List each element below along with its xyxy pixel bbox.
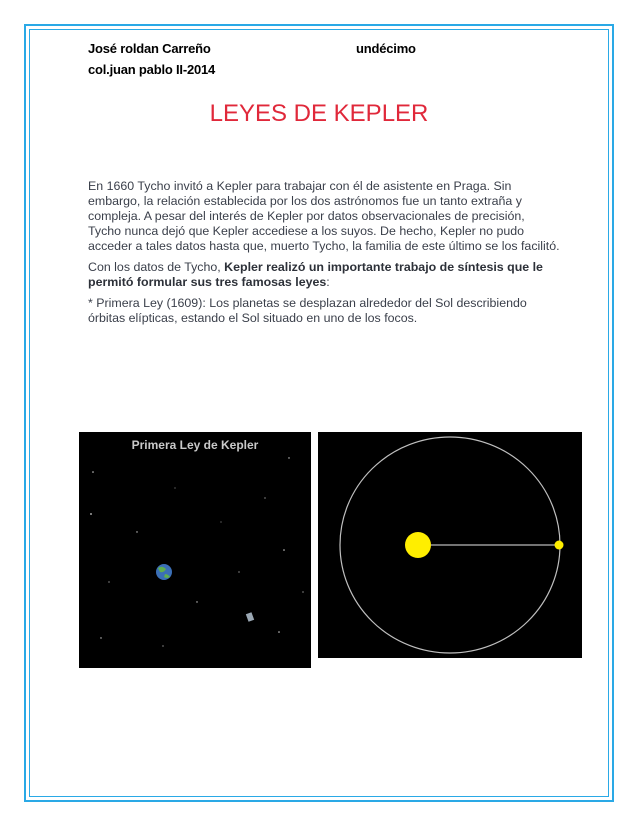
paragraph-data-bold: Kepler realizó un importante trabajo de síntesis que le permitó formular sus tres famosas leyes bbox=[88, 260, 543, 289]
school-label: col.juan pablo II-2014 bbox=[88, 62, 216, 77]
sun-icon bbox=[405, 532, 431, 558]
first-law-image-caption: Primera Ley de Kepler bbox=[131, 438, 259, 452]
paragraph-first-law: * Primera Ley (1609): Los planetas se desplazan alrededor del Sol describiendo órbitas elípticas, estando el Sol situado en uno de los focos. bbox=[88, 296, 527, 325]
starfield-illustration bbox=[79, 432, 311, 668]
elliptical-orbit-image bbox=[318, 432, 582, 658]
paragraph-data-end: : bbox=[326, 275, 330, 289]
page-border-inner bbox=[29, 29, 609, 797]
first-law-space-image bbox=[79, 432, 311, 668]
planet-body-icon bbox=[246, 612, 254, 622]
paragraph-data-start: Con los datos de Tycho, bbox=[88, 260, 225, 274]
body-text bbox=[88, 179, 560, 332]
orbit-diagram bbox=[318, 432, 582, 658]
planet-icon bbox=[555, 541, 564, 550]
page-title: LEYES DE KEPLER bbox=[209, 100, 429, 127]
grade-label: undécimo bbox=[356, 41, 416, 56]
author-name: José roldan Carreño bbox=[88, 41, 211, 56]
earth-icon bbox=[156, 564, 172, 580]
paragraph-intro: En 1660 Tycho invitó a Kepler para trabajar con él de asistente en Praga. Sin embargo, la relación establecida por los dos astrónomos fue un tanto extraña y compleja. A pesar del interés de Kepler por datos observacionales de precisión, Tycho nunca dejó que Kepler accediese a los suyos. De hecho, Kepler no pudo acceder a tales datos hasta que, muerto Tycho, la familia de este último se los facilitó. bbox=[88, 179, 560, 253]
paragraph-data bbox=[88, 260, 560, 290]
